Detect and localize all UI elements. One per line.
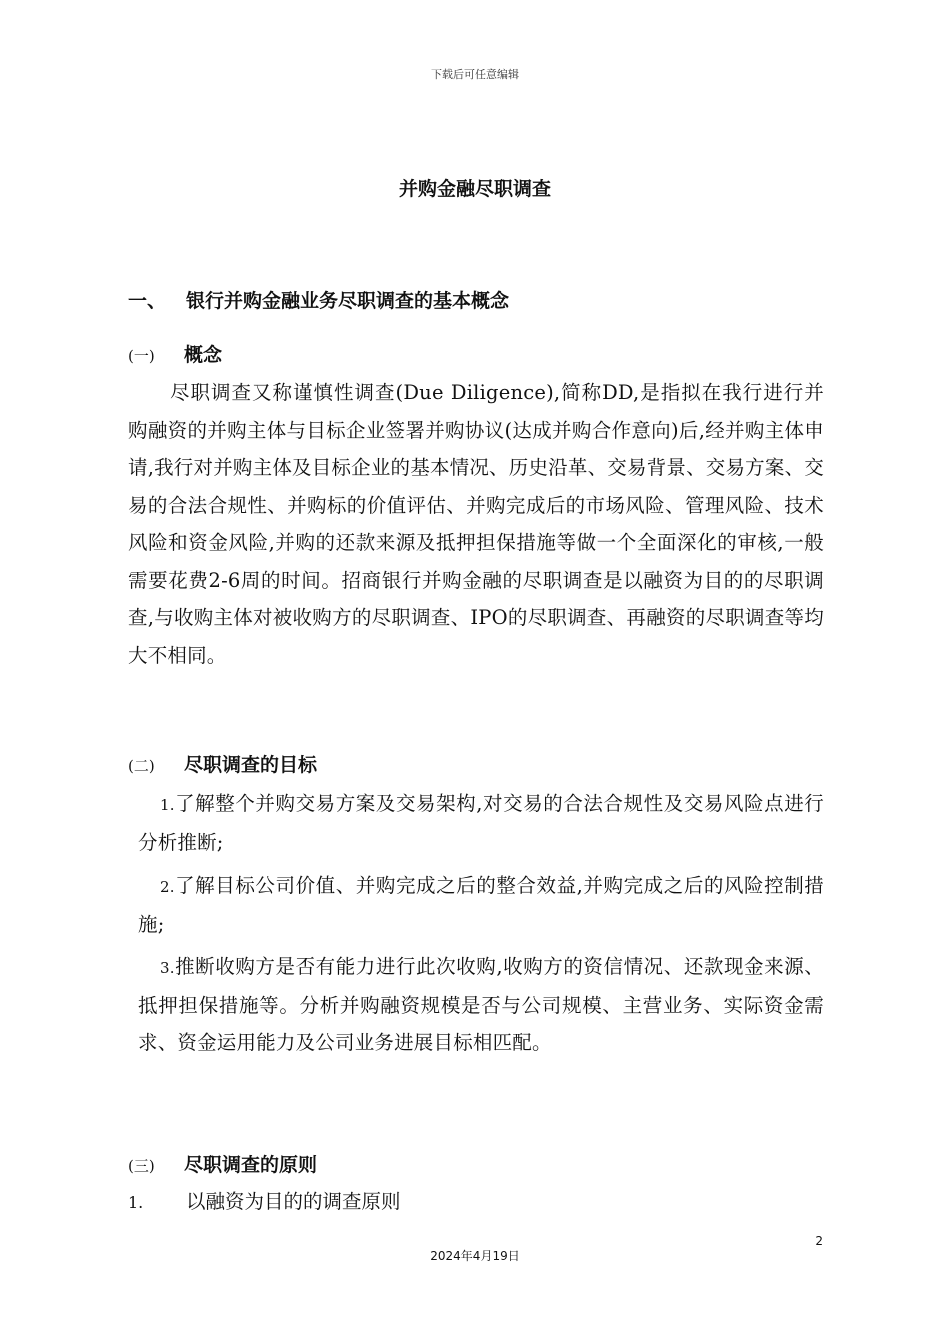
subsection-title: 尽职调查的目标 bbox=[184, 754, 318, 776]
item-text: 了解目标公司价值、并购完成之后的整合效益,并购完成之后的风险控制措施; bbox=[138, 874, 824, 936]
item-number: 1. bbox=[128, 1193, 144, 1212]
document-title: 并购金融尽职调查 bbox=[398, 178, 551, 200]
subsection-number: (三) bbox=[128, 1157, 155, 1175]
subsection-heading-1 bbox=[128, 340, 222, 367]
subsection-title: 尽职调查的原则 bbox=[184, 1154, 318, 1176]
subsection-number: (一) bbox=[128, 347, 155, 365]
header-note: 下载后可任意编辑 bbox=[431, 68, 519, 81]
concept-paragraph: 尽职调查又称谨慎性调查(Due Diligence),简称DD,是指拟在我行进行并购融资的并购主体与目标企业签署并购协议(达成并购合作意向)后,经并购主体申请,我行对并购主体及目标企业的基本情况、历史沿革、交易背景、交易方案、交易的合法合规性、并购标的价值评估、并购完成后的市场风险、管理风险、技术风险和资金风险,并购的还款来源及抵押担保措施等做一个全面深化的审核,一般需要花费2-6周的时间。招商银行并购金融的尽职调查是以融资为目的的尽职调查,与收购主体对被收购方的尽职调查、IPO的尽职调查、再融资的尽职调查等均大不相同。 bbox=[128, 381, 824, 667]
principle-item-1 bbox=[128, 1186, 401, 1214]
goal-item-2 bbox=[138, 867, 824, 943]
item-text: 推断收购方是否有能力进行此次收购,收购方的资信情况、还款现金来源、抵押担保措施等。分析并购融资规模是否与公司规模、主营业务、实际资金需求、资金运用能力及公司业务进展目标相匹配。 bbox=[138, 955, 824, 1054]
item-text: 了解整个并购交易方案及交易架构,对交易的合法合规性及交易风险点进行分析推断; bbox=[138, 792, 824, 854]
item-number: 3. bbox=[160, 959, 175, 977]
subsection-number: (二) bbox=[128, 757, 155, 775]
item-text: 以融资为目的的调查原则 bbox=[186, 1190, 401, 1213]
subsection-heading-2 bbox=[128, 750, 317, 777]
subsection-heading-3 bbox=[128, 1150, 317, 1177]
goal-item-1 bbox=[138, 785, 824, 861]
footer-date: 2024年4月19日 bbox=[430, 1249, 520, 1263]
section-number: 一、 bbox=[128, 290, 167, 312]
goal-item-3 bbox=[138, 948, 824, 1061]
item-number: 1. bbox=[160, 796, 175, 814]
page-number: 2 bbox=[815, 1234, 823, 1248]
section-title: 银行并购金融业务尽职调查的基本概念 bbox=[186, 290, 510, 312]
subsection-title: 概念 bbox=[184, 344, 223, 366]
section-heading-1 bbox=[128, 286, 509, 313]
item-number: 2. bbox=[160, 878, 175, 896]
